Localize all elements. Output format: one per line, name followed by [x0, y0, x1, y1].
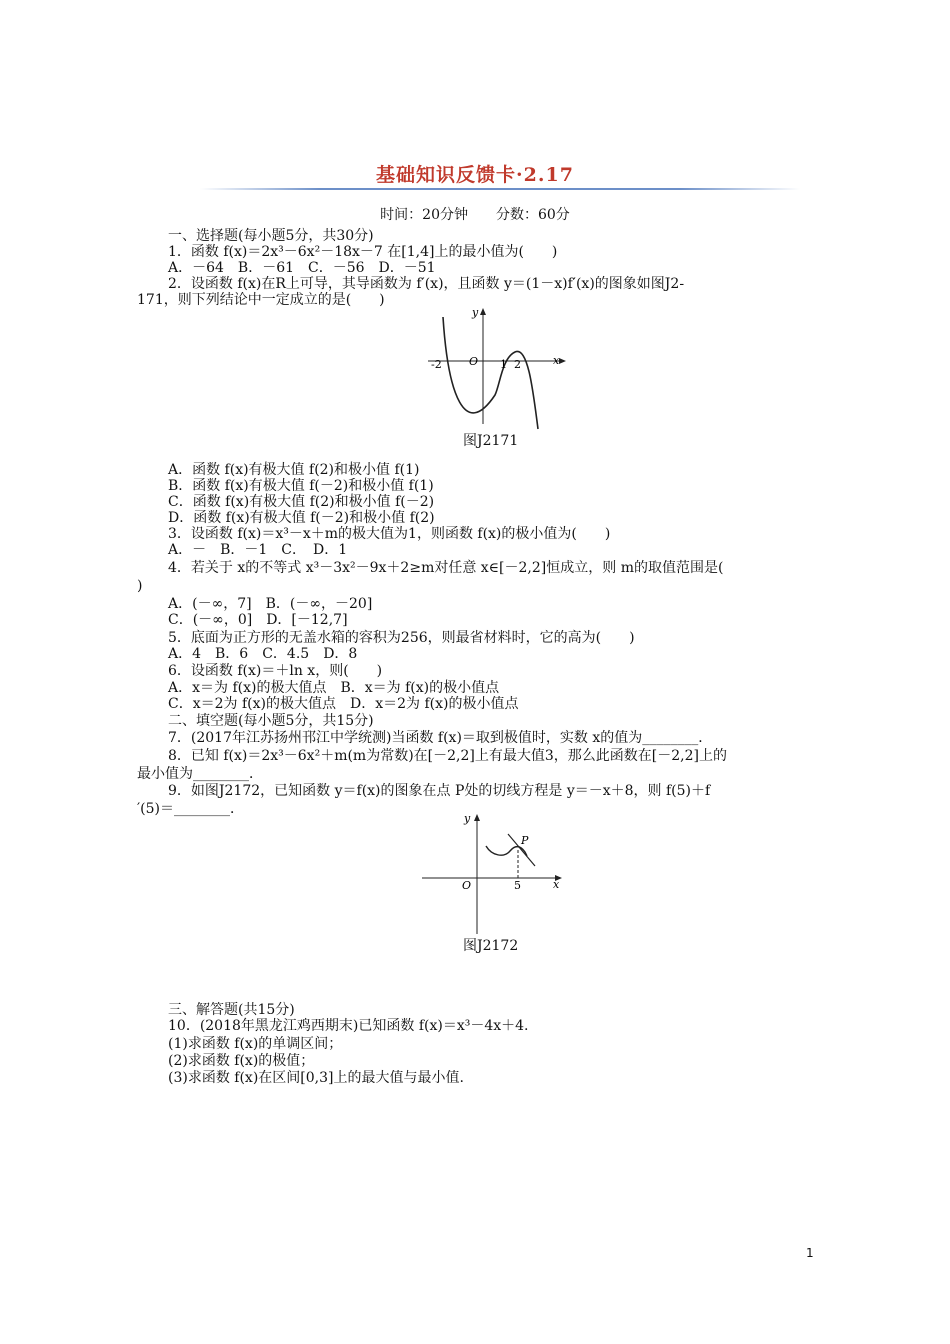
title-divider	[200, 188, 800, 190]
fig1-origin-label: O	[469, 355, 479, 368]
question-5: 5．底面为正方形的无盖水箱的容积为256，则最省材料时，它的高为( )	[168, 630, 635, 646]
question-6-options-cd: C．x＝2为 f(x)的极大值点 D．x＝2为 f(x)的极小值点	[168, 696, 519, 712]
question-2-continued: 171，则下列结论中一定成立的是( )	[137, 292, 385, 308]
section-heading-choice: 一、选择题(每小题5分，共30分)	[168, 228, 374, 244]
fig1-y-label: y	[472, 306, 479, 319]
fig2-x-label: x	[553, 878, 560, 891]
question-6: 6．设函数 f(x)＝＋ln x，则( )	[168, 663, 383, 679]
fig1-tick-neg2: -2	[431, 358, 442, 371]
section-heading-answer: 三、解答题(共15分)	[168, 1002, 295, 1018]
page-number: 1	[806, 1246, 814, 1260]
fig1-x-label: x	[553, 354, 560, 367]
question-9-continued: ′(5)＝________．	[137, 801, 245, 817]
figure-j2171-caption: 图J2171	[463, 433, 519, 449]
question-7: 7．(2017年江苏扬州邗江中学统测)当函数 f(x)＝取到极值时，实数 x的值为________．	[168, 730, 713, 746]
question-8: 8．已知 f(x)＝2x³－6x²＋m(m为常数)在[－2,2]上有最大值3，那么此函数在[－2,2]上的	[168, 748, 727, 764]
question-3: 3．设函数 f(x)＝x³－x＋m的极大值为1，则函数 f(x)的极小值为( )	[168, 526, 611, 542]
question-2-option-a: A．函数 f(x)有极大值 f(2)和极小值 f(1)	[168, 462, 420, 478]
time-score-info: 时间：20分钟 分数：60分	[380, 207, 570, 223]
question-2-option-c: C．函数 f(x)有极大值 f(2)和极小值 f(－2)	[168, 494, 435, 510]
page-title: 基础知识反馈卡·2.17	[376, 164, 574, 186]
question-2-option-b: B．函数 f(x)有极大值 f(－2)和极小值 f(1)	[168, 478, 434, 494]
question-8-continued: 最小值为________．	[137, 766, 263, 782]
fig1-tick-2: 2	[514, 358, 521, 371]
question-1-options: A．－64 B．－61 C．－56 D．－51	[168, 260, 436, 276]
figure-j2171	[420, 300, 570, 435]
fig2-origin-label: O	[462, 879, 472, 892]
question-4: 4．若关于 x的不等式 x³－3x²－9x＋2≥m对任意 x∈[－2,2]恒成立，则 m的取值范围是(	[168, 560, 724, 576]
question-2-option-d: D．函数 f(x)有极大值 f(－2)和极小值 f(2)	[168, 510, 435, 526]
question-10: 10．(2018年黑龙江鸡西期末)已知函数 f(x)＝x³－4x＋4.	[168, 1018, 529, 1034]
figure-j2172	[420, 806, 570, 936]
question-5-options: A．4 B．6 C．4.5 D．8	[168, 646, 358, 662]
question-6-options-ab: A．x＝为 f(x)的极大值点 B．x＝为 f(x)的极小值点	[168, 680, 500, 696]
question-4-options-cd: C．(－∞，0] D．[－12,7]	[168, 612, 348, 628]
question-9: 9．如图J2172，已知函数 y＝f(x)的图象在点 P处的切线方程是 y＝－x＋8，则 f(5)＋f	[168, 783, 711, 799]
fig2-tick-5: 5	[514, 879, 521, 892]
question-10-part-2: (2)求函数 f(x)的极值；	[168, 1053, 315, 1069]
fig1-tick-1: 1	[500, 358, 507, 371]
fig2-y-label: y	[464, 812, 471, 825]
question-10-part-3: (3)求函数 f(x)在区间[0,3]上的最大值与最小值.	[168, 1070, 464, 1086]
question-2: 2．设函数 f(x)在R上可导，其导函数为 f′(x)，且函数 y＝(1－x)f′(x)的图象如图J2-	[168, 276, 685, 292]
question-1: 1．函数 f(x)＝2x³－6x²－18x－7 在[1,4]上的最小值为( )	[168, 244, 558, 260]
section-heading-fill: 二、填空题(每小题5分，共15分)	[168, 713, 374, 729]
question-4-continued: )	[137, 578, 143, 594]
question-3-options: A．－ B．－1 C． D．1	[168, 542, 348, 558]
question-10-part-1: (1)求函数 f(x)的单调区间；	[168, 1036, 343, 1052]
fig2-point-label: P	[521, 834, 529, 847]
figure-j2172-caption: 图J2172	[463, 938, 519, 954]
question-4-options-ab: A．(－∞，7] B．(－∞，－20]	[168, 596, 373, 612]
